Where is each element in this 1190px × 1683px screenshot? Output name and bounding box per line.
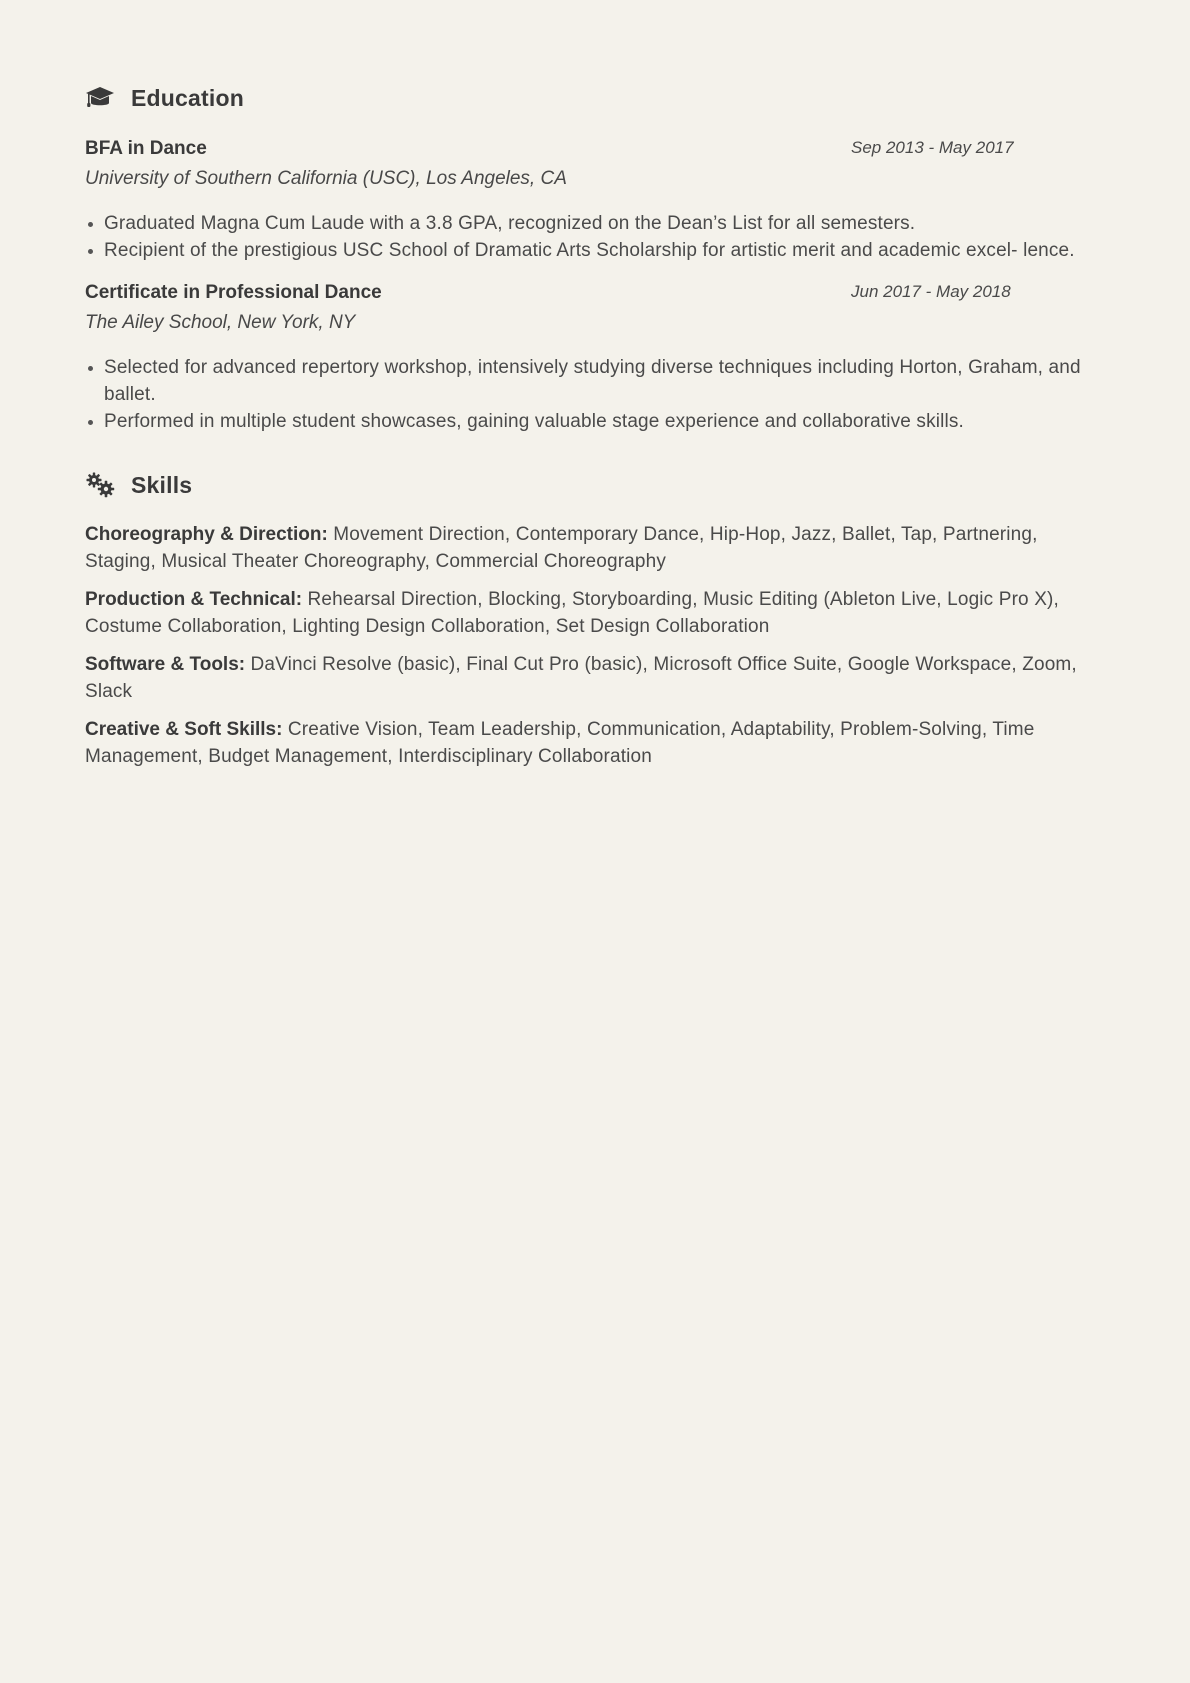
resume-page [85, 78, 1110, 781]
skill-text: Movement Direction, Contemporary Dance, Hip-Hop, Jazz, Ballet, Tap, Partnering, Staging, Musical Theater Choreography, Commercial Choreography [85, 524, 1038, 572]
skills-section [85, 465, 1110, 770]
skill-row [85, 521, 1110, 575]
bullet-item: Graduated Magna Cum Laude with a 3.8 GPA, recognized on the Dean’s List for all semesters. [85, 210, 1110, 237]
skill-label: Choreography & Direction: [85, 524, 328, 545]
education-entry [85, 278, 1110, 435]
gears-icon [85, 470, 115, 500]
bullet-item: Selected for advanced repertory workshop, intensively studying diverse techniques including Horton, Graham, and ballet. [85, 354, 1110, 408]
education-header [85, 78, 1110, 118]
skill-text: Rehearsal Direction, Blocking, Storyboarding, Music Editing (Ableton Live, Logic Pro X), Costume Collaboration, Lighting Design Collaboration, Set Design Collaboration [85, 589, 1059, 637]
skill-row [85, 586, 1110, 640]
skill-label: Creative & Soft Skills: [85, 719, 283, 740]
skills-header [85, 465, 1110, 505]
education-entry [85, 134, 1110, 264]
date-range: Sep 2013 - May 2017 [851, 138, 1014, 157]
skill-label: Production & Technical: [85, 589, 303, 610]
institution: The Ailey School, New York, NY [85, 312, 356, 333]
skill-row [85, 651, 1110, 705]
bullet-item: Recipient of the prestigious USC School of Dramatic Arts Scholarship for artistic merit and academic excel- lence. [85, 237, 1110, 264]
date-range: Jun 2017 - May 2018 [851, 282, 1011, 301]
education-section [85, 78, 1110, 435]
bullet-list [85, 210, 1110, 264]
skill-label: Software & Tools: [85, 654, 246, 675]
bullet-item: Performed in multiple student showcases, gaining valuable stage experience and collaborative skills. [85, 408, 1110, 435]
institution: University of Southern California (USC), Los Angeles, CA [85, 168, 567, 189]
education-title: Education [131, 84, 244, 111]
skill-text: Creative Vision, Team Leadership, Communication, Adaptability, Problem-Solving, Time Management, Budget Management, Interdisciplinary Collaboration [85, 719, 1035, 767]
bullet-list [85, 354, 1110, 435]
degree-title: BFA in Dance [85, 138, 207, 159]
degree-title: Certificate in Professional Dance [85, 282, 382, 303]
skills-title: Skills [131, 471, 193, 498]
graduation-cap-icon [85, 83, 115, 113]
skill-row [85, 716, 1110, 770]
skill-text: DaVinci Resolve (basic), Final Cut Pro (basic), Microsoft Office Suite, Google Workspace, Zoom, Slack [85, 654, 1077, 702]
